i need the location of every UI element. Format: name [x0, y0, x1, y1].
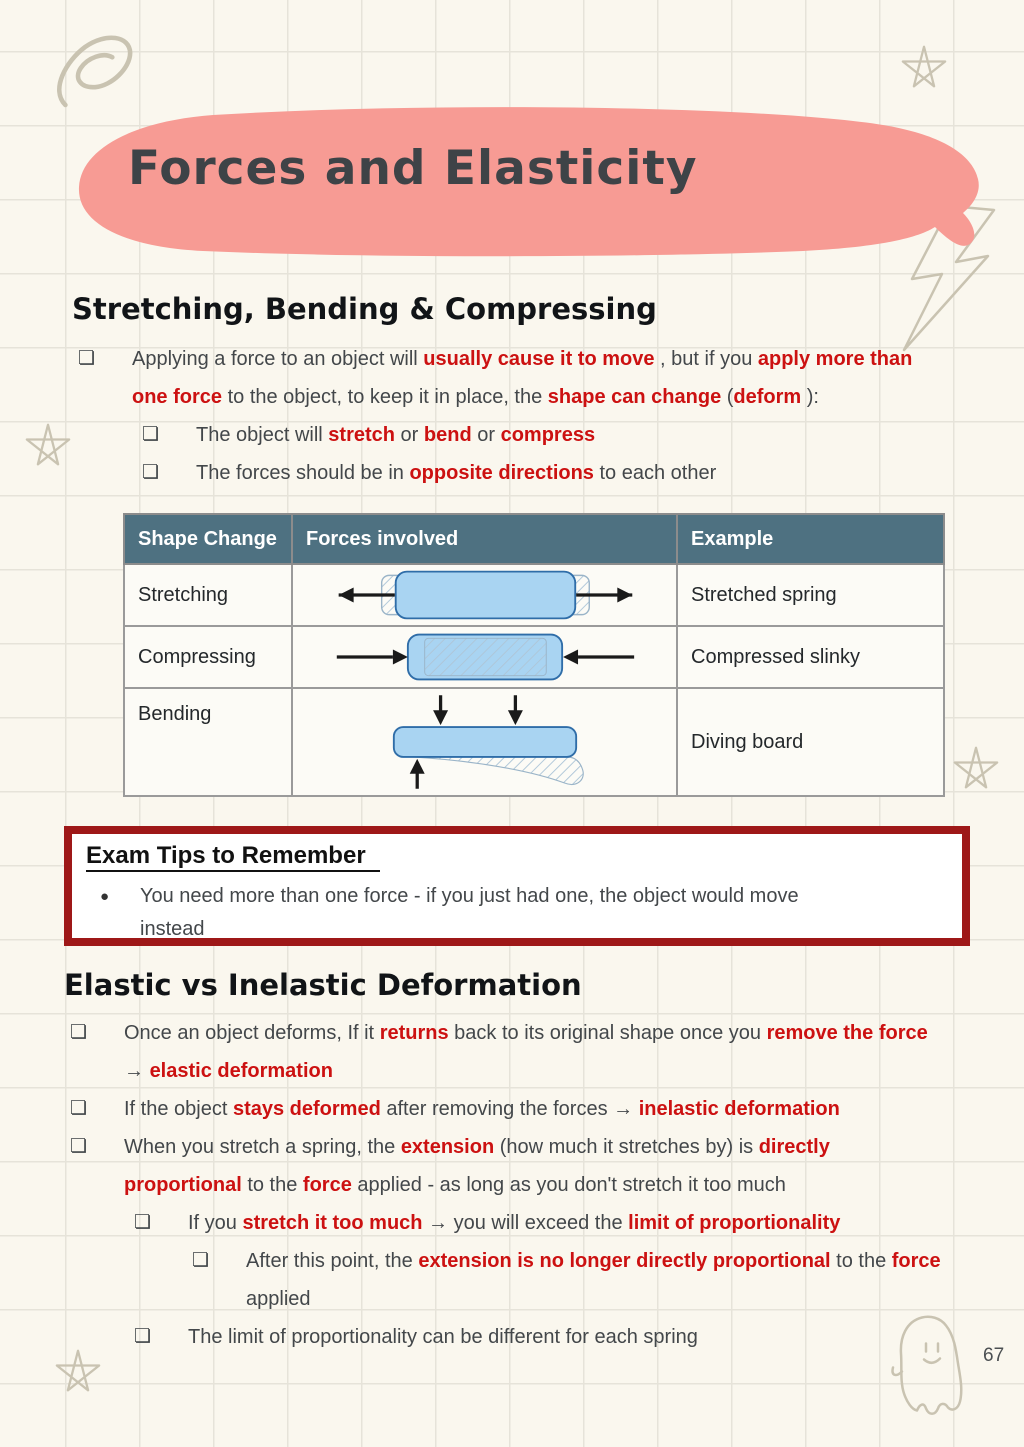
section1-bullet-list [72, 340, 944, 492]
square-bullet-icon: ❏ [142, 462, 160, 483]
cell-example: Stretched spring [677, 564, 944, 626]
cell-shape: Stretching [124, 564, 292, 626]
cell-shape: Bending [124, 688, 292, 796]
exam-tips-box [64, 826, 970, 946]
table-row [124, 564, 944, 626]
bullet-text: When you stretch a spring, the extension (how much it stretches by) is directly proportional to the force applied - as long as you don't stretch it too much [124, 1136, 830, 1196]
stretching-diagram [292, 564, 677, 626]
bullet-text: If you stretch it too much → you will exceed the limit of proportionality [188, 1212, 841, 1234]
bullet-item [64, 1242, 944, 1318]
table-row [124, 626, 944, 688]
bullet-item [72, 340, 944, 416]
exam-tip-item [100, 880, 950, 946]
square-bullet-icon: ❏ [70, 1022, 88, 1043]
bullet-item [64, 1090, 944, 1128]
square-bullet-icon: ❏ [142, 424, 160, 445]
bullet-text: After this point, the extension is no longer directly proportional to the force applied [246, 1250, 941, 1310]
exam-tips-heading-text: Exam Tips to Remember [86, 842, 380, 872]
cell-example: Diving board [677, 688, 944, 796]
square-bullet-icon: ❏ [78, 348, 96, 369]
shape-change-table [123, 513, 945, 797]
exam-tip-text: You need more than one force - if you just had one, the object would move instead [140, 885, 799, 940]
page-number: 67 [983, 1345, 1005, 1366]
square-bullet-icon: ❏ [134, 1212, 152, 1233]
star-doodle-icon [901, 42, 947, 92]
bullet-text: The forces should be in opposite directions to each other [196, 462, 717, 484]
title-banner [62, 95, 984, 263]
cell-shape: Compressing [124, 626, 292, 688]
exam-tips-heading [86, 842, 380, 870]
bending-diagram [292, 688, 677, 796]
bullet-item [64, 1014, 944, 1090]
bullet-item [64, 1204, 944, 1242]
table-row [124, 688, 944, 796]
bullet-item [64, 1128, 944, 1204]
bullet-item [72, 416, 944, 454]
star-doodle-icon [25, 420, 71, 470]
square-bullet-icon: ❏ [134, 1326, 152, 1347]
bullet-item [72, 454, 944, 492]
cell-example: Compressed slinky [677, 626, 944, 688]
section-heading-elastic-vs-inelastic: Elastic vs Inelastic Deformation [64, 968, 582, 1002]
bullet-text: Applying a force to an object will usually cause it to move , but if you apply more than one force to the object, to keep it in place, the shape can change (deform ): [132, 348, 913, 408]
square-bullet-icon: ❏ [192, 1250, 210, 1271]
square-bullet-icon: ❏ [70, 1098, 88, 1119]
bullet-item [64, 1318, 944, 1356]
star-doodle-icon [953, 743, 999, 793]
header-forces-involved: Forces involved [292, 514, 677, 564]
bullet-text: The object will stretch or bend or compress [196, 424, 596, 446]
table-header-row [124, 514, 944, 564]
header-example: Example [677, 514, 944, 564]
bullet-text: Once an object deforms, If it returns back to its original shape once you remove the force → elastic deformation [124, 1022, 928, 1082]
bullet-text: The limit of proportionality can be different for each spring [188, 1326, 698, 1348]
square-bullet-icon: ❏ [70, 1136, 88, 1157]
compressing-diagram [292, 626, 677, 688]
header-shape-change: Shape Change [124, 514, 292, 564]
dot-bullet-icon: ● [100, 888, 110, 905]
section2-bullet-list [64, 1014, 944, 1356]
bullet-text: If the object stays deformed after removing the forces → inelastic deformation [124, 1098, 840, 1120]
page-title: Forces and Elasticity [128, 141, 698, 196]
section-heading-stretching-bending-compressing: Stretching, Bending & Compressing [72, 292, 657, 326]
